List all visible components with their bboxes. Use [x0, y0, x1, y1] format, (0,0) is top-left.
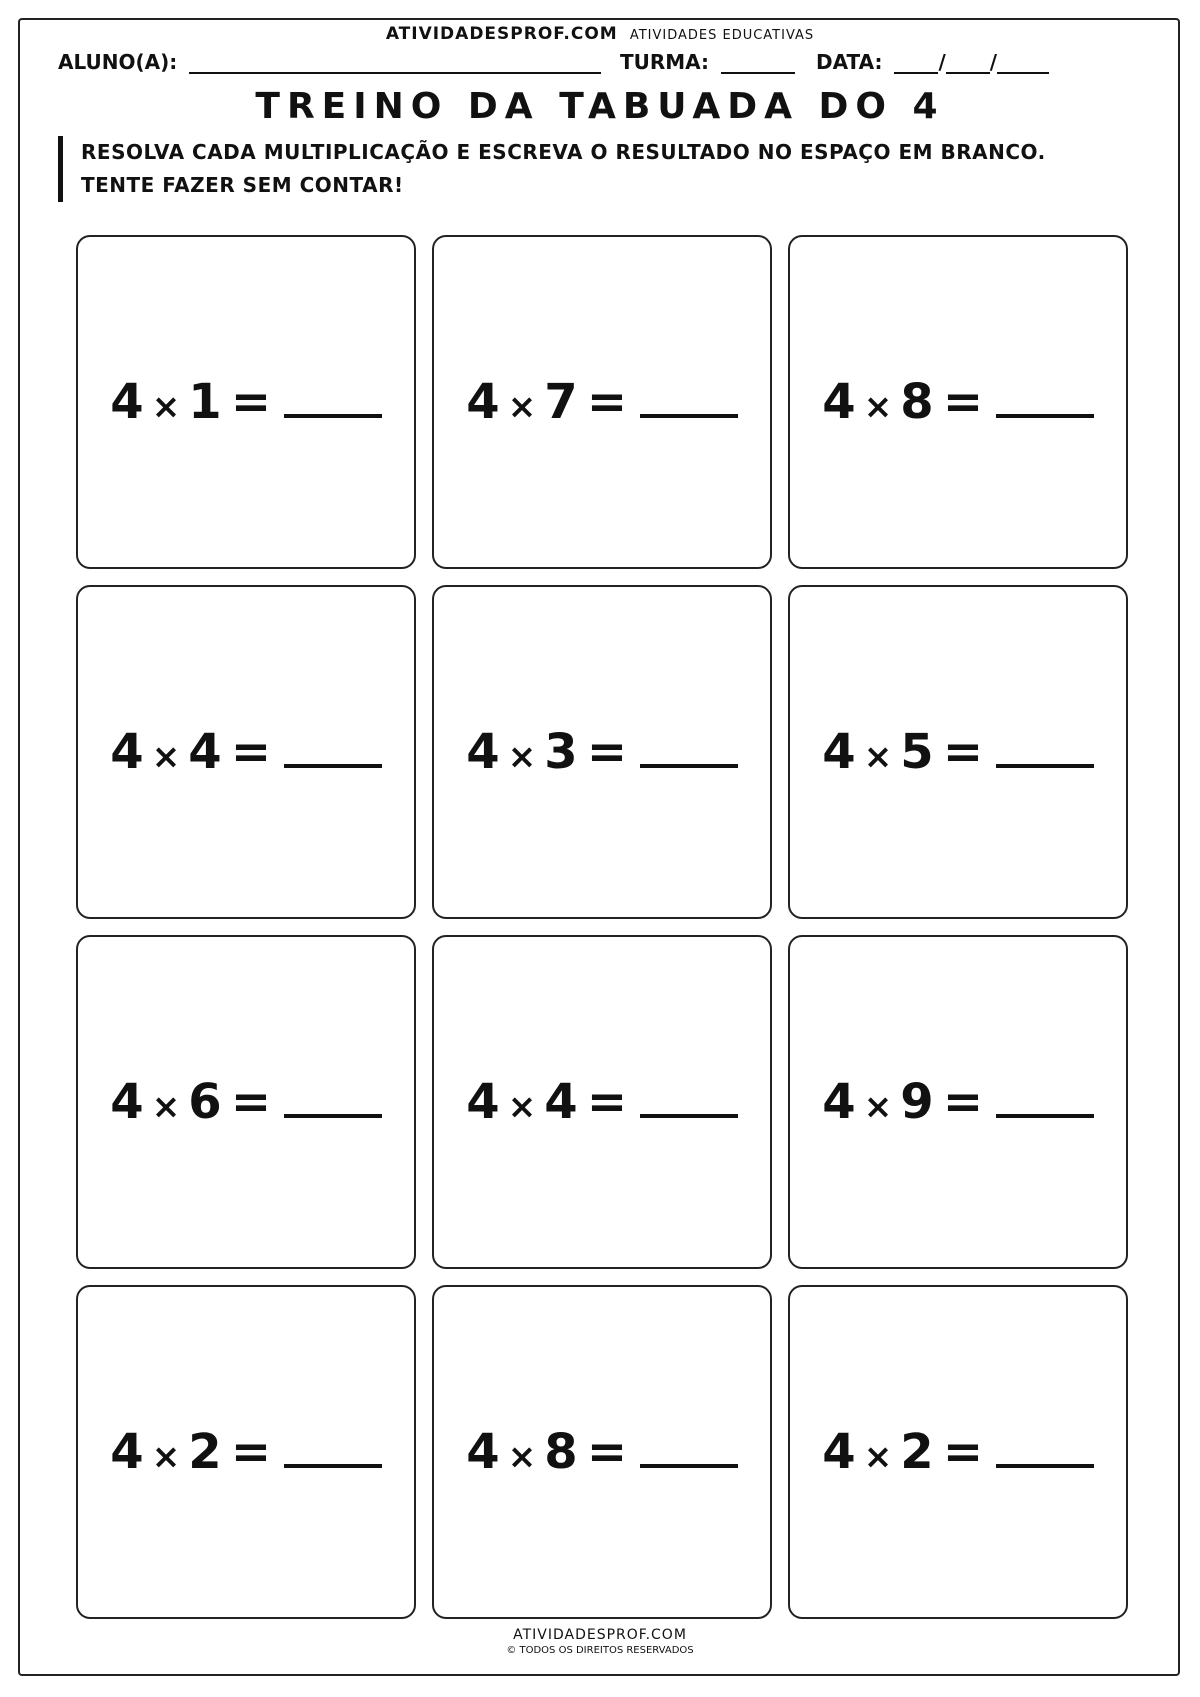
factor-b: 3 — [544, 724, 578, 780]
student-info-fields — [58, 50, 1148, 80]
equation — [822, 374, 1094, 430]
date-label: DATA: — [816, 50, 883, 74]
factor-b: 2 — [900, 1424, 934, 1480]
answer-blank[interactable] — [996, 1094, 1094, 1118]
class-label: TURMA: — [620, 50, 710, 74]
footer-site: ATIVIDADESPROF.COM — [513, 1627, 687, 1643]
answer-blank[interactable] — [640, 1444, 738, 1468]
factor-a: 4 — [110, 1074, 144, 1130]
instructions — [58, 136, 1141, 202]
equals-sign: = — [230, 374, 272, 430]
times-sign: × — [151, 1437, 181, 1477]
problem-card — [76, 585, 416, 919]
factor-b: 7 — [544, 374, 578, 430]
date-separator: / — [938, 50, 946, 74]
answer-blank[interactable] — [284, 744, 382, 768]
equation — [466, 1424, 738, 1480]
class-field[interactable] — [620, 50, 795, 74]
times-sign: × — [507, 1087, 537, 1127]
date-month-line[interactable] — [946, 50, 990, 74]
problem-card — [788, 935, 1128, 1269]
student-name-field[interactable] — [58, 50, 601, 74]
date-day-line[interactable] — [894, 50, 938, 74]
factor-b: 2 — [188, 1424, 222, 1480]
times-sign: × — [863, 1087, 893, 1127]
class-line[interactable] — [721, 50, 795, 74]
answer-blank[interactable] — [284, 1094, 382, 1118]
equals-sign: = — [586, 1424, 628, 1480]
answer-blank[interactable] — [640, 744, 738, 768]
answer-blank[interactable] — [284, 394, 382, 418]
factor-b: 9 — [900, 1074, 934, 1130]
factor-a: 4 — [110, 1424, 144, 1480]
equation — [466, 724, 738, 780]
problem-card — [76, 935, 416, 1269]
equals-sign: = — [586, 724, 628, 780]
problem-card — [76, 1285, 416, 1619]
page-title: TREINO DA TABUADA DO 4 — [255, 86, 945, 127]
equation — [822, 1424, 1094, 1480]
problem-card — [788, 235, 1128, 569]
date-separator: / — [989, 50, 998, 74]
factor-a: 4 — [822, 1424, 856, 1480]
factor-a: 4 — [822, 1074, 856, 1130]
equals-sign: = — [942, 1424, 984, 1480]
times-sign: × — [863, 1437, 893, 1477]
equation — [110, 724, 382, 780]
equals-sign: = — [230, 1424, 272, 1480]
problem-card — [432, 235, 772, 569]
equals-sign: = — [942, 374, 984, 430]
factor-a: 4 — [110, 724, 144, 780]
factor-a: 4 — [466, 1424, 500, 1480]
equation — [110, 1074, 382, 1130]
answer-blank[interactable] — [284, 1444, 382, 1468]
problem-card — [432, 935, 772, 1269]
problem-card — [432, 585, 772, 919]
factor-b: 1 — [188, 374, 222, 430]
problem-card — [788, 585, 1128, 919]
equals-sign: = — [586, 374, 628, 430]
times-sign: × — [507, 387, 537, 427]
equation — [466, 374, 738, 430]
equals-sign: = — [586, 1074, 628, 1130]
student-name-line[interactable] — [189, 50, 601, 74]
equals-sign: = — [942, 1074, 984, 1130]
factor-b: 6 — [188, 1074, 222, 1130]
factor-a: 4 — [110, 374, 144, 430]
date-year-line[interactable] — [997, 50, 1049, 74]
problem-card — [788, 1285, 1128, 1619]
student-label: ALUNO(A): — [58, 50, 178, 74]
equals-sign: = — [230, 1074, 272, 1130]
factor-a: 4 — [466, 724, 500, 780]
date-field[interactable] — [816, 50, 1049, 74]
factor-a: 4 — [822, 374, 856, 430]
footer — [0, 1627, 1200, 1656]
equation — [466, 1074, 738, 1130]
equals-sign: = — [230, 724, 272, 780]
site-header — [0, 24, 1200, 44]
answer-blank[interactable] — [996, 1444, 1094, 1468]
site-tagline: ATIVIDADES EDUCATIVAS — [629, 28, 815, 43]
times-sign: × — [863, 737, 893, 777]
problem-card — [432, 1285, 772, 1619]
times-sign: × — [151, 387, 181, 427]
factor-b: 8 — [900, 374, 934, 430]
answer-blank[interactable] — [996, 744, 1094, 768]
factor-b: 4 — [544, 1074, 578, 1130]
answer-blank[interactable] — [996, 394, 1094, 418]
factor-a: 4 — [466, 1074, 500, 1130]
site-name: ATIVIDADESPROF.COM — [385, 24, 618, 44]
answer-blank[interactable] — [640, 1094, 738, 1118]
equation — [110, 374, 382, 430]
factor-a: 4 — [822, 724, 856, 780]
answer-blank[interactable] — [640, 394, 738, 418]
instruction-line: RESOLVA CADA MULTIPLICAÇÃO E ESCREVA O RESULTADO NO ESPAÇO EM BRANCO. — [81, 140, 1046, 164]
times-sign: × — [151, 1087, 181, 1127]
problem-grid — [76, 235, 1131, 1619]
factor-a: 4 — [466, 374, 500, 430]
equation — [822, 1074, 1094, 1130]
equals-sign: = — [942, 724, 984, 780]
equation — [822, 724, 1094, 780]
times-sign: × — [863, 387, 893, 427]
times-sign: × — [151, 737, 181, 777]
problem-card — [76, 235, 416, 569]
factor-b: 5 — [900, 724, 934, 780]
factor-b: 8 — [544, 1424, 578, 1480]
factor-b: 4 — [188, 724, 222, 780]
equation — [110, 1424, 382, 1480]
times-sign: × — [507, 1437, 537, 1477]
footer-rights: © TODOS OS DIREITOS RESERVADOS — [506, 1645, 694, 1656]
instruction-line: TENTE FAZER SEM CONTAR! — [81, 173, 404, 197]
times-sign: × — [507, 737, 537, 777]
